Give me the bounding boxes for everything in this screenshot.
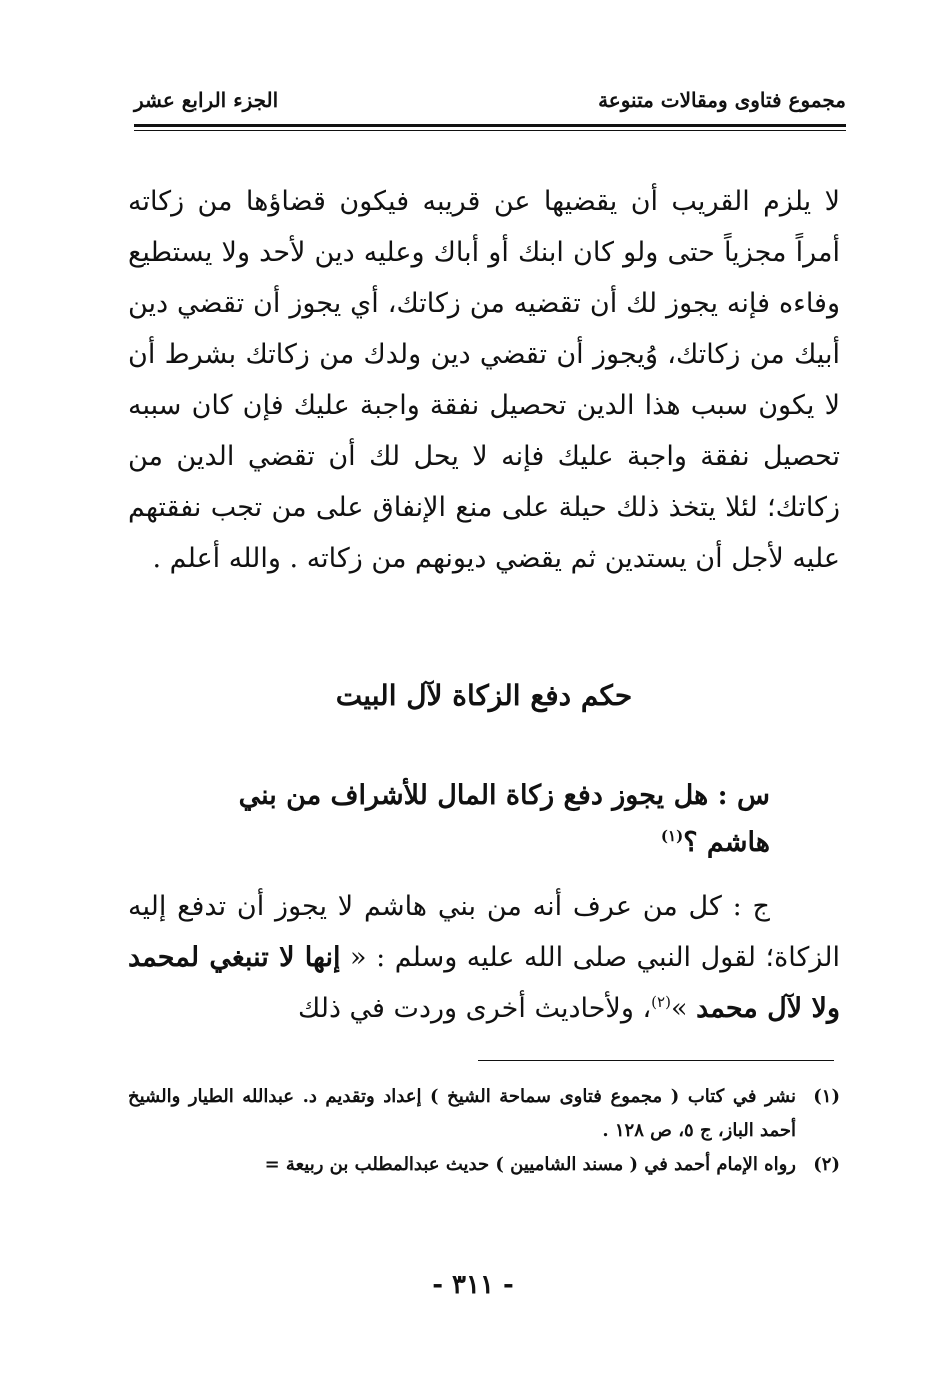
- main-paragraph: [128, 176, 840, 584]
- footnotes: [128, 1080, 840, 1182]
- section-title: حكم دفع الزكاة لآل البيت: [335, 679, 633, 712]
- question-line-1: س : هل يجوز دفع زكاة المال للأشراف من بني: [238, 780, 770, 811]
- footnote-number: (٢): [813, 1154, 840, 1175]
- page-number: - ٣١١ -: [432, 1270, 514, 1300]
- volume-label: الجزء الرابع عشر: [134, 88, 279, 112]
- hadith-quote: إنها لا تنبغي لمحمد ولا لآل محمد: [128, 942, 840, 1024]
- header-rule-thin: [134, 130, 846, 131]
- footnote-text: رواه الإمام أحمد في ( مسند الشاميين ) حديث عبدالمطلب بن ربيعة =: [264, 1154, 796, 1175]
- paragraph-text: لا يلزم القريب أن يقضيها عن قريبه فيكون قضاؤها من زكاته أمراً مجزياً حتى ولو كان ابنك أو أباك وعليه دين لأحد ولا يستطيع وفاءه فإنه يجوز لك أن تقضيه من زكاتك، أي يجوز أن تقضي دين أبيك من زكاتك، وُيجوز أن تقضي دين ولدك من زكاتك بشرط أن لا يكون سبب هذا الدين تحصيل نفقة واجبة عليك فإن كان سببه تحصيل نفقة واجبة عليك فإنه لا يحل لك أن تقضي الدين من زكاتك؛ لئلا يتخذ ذلك حيلة على منع الإنفاق على من تجب نفقتهم عليه لأجل أن يستدين ثم يقضي ديونهم من زكاته . والله أعلم .: [128, 186, 840, 574]
- book-title: مجموع فتاوى ومقالات متنوعة: [598, 88, 846, 112]
- answer-continuation: ، ولأحاديث أخرى وردت في ذلك: [297, 993, 652, 1024]
- footnote-number: (١): [813, 1086, 840, 1107]
- footnote-1: [128, 1080, 840, 1148]
- answer-text: [128, 881, 840, 1034]
- header-rule-thick: [134, 124, 846, 127]
- footnote-ref-2: (٢): [651, 993, 671, 1011]
- question-answer-block: [128, 770, 840, 1034]
- footnote-2: [128, 1148, 840, 1182]
- quote-close: »: [670, 993, 697, 1024]
- question-text-end: هاشم ؟: [683, 827, 770, 858]
- running-header: [134, 88, 846, 118]
- footnote-text: نشر في كتاب ( مجموع فتاوى سماحة الشيخ ) إعداد وتقديم د. عبدالله الطيار والشيخ أحمد الباز، ج ٥، ص ١٢٨ .: [128, 1086, 796, 1141]
- footnote-separator: [478, 1060, 834, 1061]
- question-line-2: [128, 821, 840, 865]
- answer-intro: ج : كل من عرف أنه من بني هاشم لا يجوز أن تدفع إليه الزكاة؛ لقول النبي صلى الله عليه وسلم : «: [128, 891, 840, 973]
- footnote-ref-1: (١): [660, 827, 684, 845]
